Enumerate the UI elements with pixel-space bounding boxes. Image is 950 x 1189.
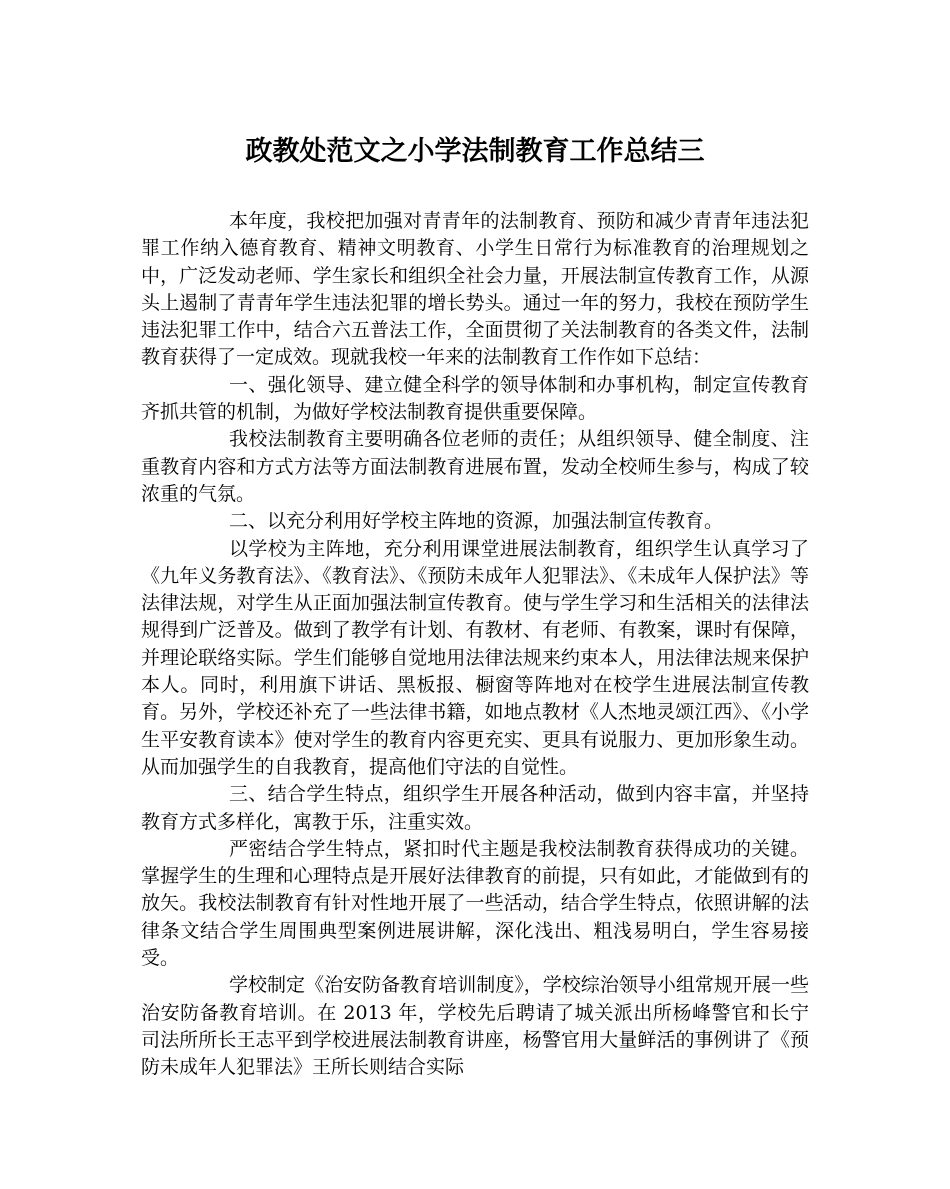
paragraph-section-1-body: 我校法制教育主要明确各位老师的责任；从组织领导、健全制度、注重教育内容和方式方法等方面法制教育进展布置，发动全校师生参与，构成了较浓重的气氛。 <box>141 428 809 505</box>
document-body <box>141 208 809 1082</box>
paragraph-section-2-body: 以学校为主阵地，充分利用课堂进展法制教育，组织学生认真学习了《九年义务教育法》、《教育法》、《预防未成年人犯罪法》、《未成年人保护法》等法律法规，对学生从正面加强法制宣传教育。使与学生学习和生活相关的法律法规得到广泛普及。做到了教学有计划、有教材、有老师、有教案，课时有保障，并理论联络实际。学生们能够自觉地用法律法规来约束本人，用法律法规来保护本人。同时，利用旗下讲话、黑板报、橱窗等阵地对在校学生进展法制宣传教育。另外，学校还补充了一些法律书籍，如地点教材《人杰地灵颂江西》、《小学生平安教育读本》使对学生的教育内容更充实、更具有说服力、更加形象生动。从而加强学生的自我教育，提高他们守法的自觉性。 <box>141 537 809 778</box>
paragraph-section-3-heading: 三、结合学生特点，组织学生开展各种活动，做到内容丰富，并坚持教育方式多样化，寓教于乐，注重实效。 <box>141 783 809 833</box>
paragraph-training: 学校制定《治安防备教育培训制度》，学校综治领导小组常规开展一些治安防备教育培训。在 2013 年，学校先后聘请了城关派出所杨峰警官和长宁司法所所长王志平到学校进展法制教育讲座，杨警官用大量鲜活的事例讲了《预防未成年人犯罪法》王所长则结合实际 <box>141 974 809 1079</box>
paragraph-intro: 本年度，我校把加强对青青年的法制教育、预防和减少青青年违法犯罪工作纳入德育教育、精神文明教育、小学生日常行为标准教育的治理规划之中，广泛发动老师、学生家长和组织全社会力量，开展法制宣传教育工作，从源头上遏制了青青年学生违法犯罪的增长势头。通过一年的努力，我校在预防学生违法犯罪工作中，结合六五普法工作，全面贯彻了关法制教育的各类文件，法制教育获得了一定成效。现就我校一年来的法制教育工作作如下总结： <box>141 210 809 369</box>
paragraph-section-3-body: 严密结合学生特点，紧扣时代主题是我校法制教育获得成功的关键。掌握学生的生理和心理特点是开展好法律教育的前提，只有如此，才能做到有的放矢。我校法制教育有针对性地开展了一些活动，结合学生特点，依照讲解的法律条文结合学生周围典型案例进展讲解，深化浅出、粗浅易明白，学生容易接受。 <box>141 837 809 970</box>
paragraph-section-1-heading: 一、强化领导、建立健全科学的领导体制和办事机构，制定宣传教育齐抓共管的机制，为做好学校法制教育提供重要保障。 <box>141 373 809 424</box>
paragraph-section-2-heading: 二、以充分利用好学校主阵地的资源，加强法制宣传教育。 <box>229 510 724 533</box>
document-title: 政教处范文之小学法制教育工作总结三 <box>245 136 705 167</box>
